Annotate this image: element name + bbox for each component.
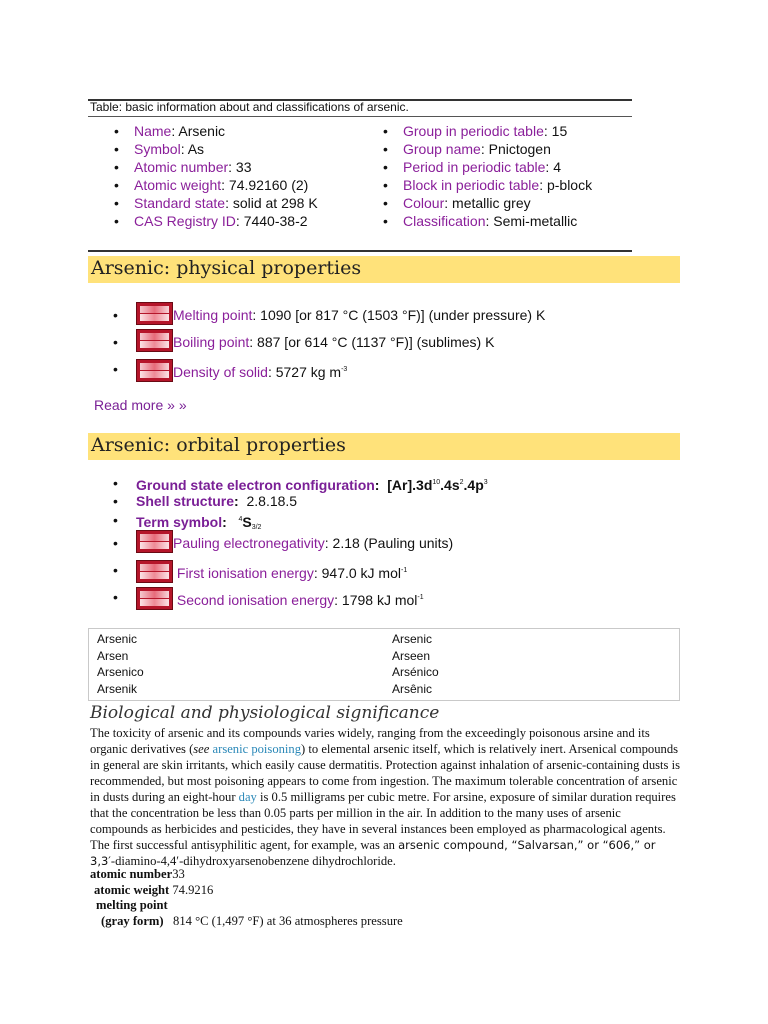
info-item: • Atomic number: 33 [112, 158, 318, 176]
caption-bottom-rule [88, 116, 632, 117]
property-thumbnail-icon[interactable] [136, 359, 173, 382]
property-label[interactable]: Term symbol [136, 514, 223, 530]
info-label[interactable]: Atomic number [134, 159, 229, 175]
property-thumbnail-icon[interactable] [136, 302, 173, 325]
bio-heading: Biological and physiological significance [90, 703, 440, 723]
property-thumbnail-icon[interactable] [136, 530, 173, 553]
property-item: • Melting point: 1090 [or 817 °C (1503 °F)] (under pressure) K [110, 302, 545, 329]
info-label[interactable]: Classification [403, 213, 486, 229]
name-cell: Arsenic [392, 632, 433, 646]
name-cell: Arsenico [97, 665, 144, 679]
name-cell: Arseen [392, 648, 431, 663]
property-label[interactable]: Ground state electron configuration [136, 477, 375, 493]
property-item: • Pauling electronegativity: 2.18 (Pauling units) [110, 530, 488, 557]
info-label[interactable]: Group in periodic table [403, 123, 544, 139]
info-label[interactable]: Atomic weight [134, 177, 222, 193]
info-label[interactable]: Colour [403, 195, 445, 211]
info-item: • Group in periodic table: 15 [381, 122, 592, 140]
arsenic-poisoning-link[interactable]: arsenic poisoning [212, 742, 302, 756]
property-item: • Boiling point: 887 [or 614 °C (1137 °F)] (sublimes) K [110, 329, 545, 356]
name-cell: Arsenik [97, 681, 138, 696]
physical-properties-list [110, 302, 545, 383]
info-item: • Name: Arsenic [112, 122, 318, 140]
info-label[interactable]: Period in periodic table [403, 159, 546, 175]
info-label[interactable]: Block in periodic table [403, 177, 540, 193]
read-more-link[interactable]: Read more » » [94, 397, 187, 413]
property-item: • Density of solid: 5727 kg $m^{-3}$ [110, 356, 545, 383]
orbital-properties-list [110, 474, 488, 611]
physical-properties-heading: Arsenic: physical properties [88, 256, 680, 283]
name-cell: Arsênic [392, 681, 433, 696]
info-item: • Symbol: As [112, 140, 318, 158]
property-item: • Second ionisation energy: 1798 kJ mol$^{-1}$ [110, 584, 488, 611]
property-label[interactable]: Boiling point [173, 334, 250, 350]
name-cell: Arsénico [392, 665, 439, 679]
info-label[interactable]: Symbol [134, 141, 181, 157]
info-label[interactable]: Name [134, 123, 172, 139]
info-item: • Period in periodic table: 4 [381, 158, 592, 176]
names-column-right [392, 631, 439, 697]
property-label[interactable]: Second ionisation energy [176, 592, 335, 608]
info-bottom-rule [88, 250, 632, 252]
info-item: • Colour: metallic grey [381, 194, 592, 212]
property-label[interactable]: Melting point [173, 307, 253, 323]
info-item: • Classification: Semi-metallic [381, 212, 592, 230]
info-label[interactable]: CAS Registry ID [134, 213, 236, 229]
day-link[interactable]: day [238, 790, 257, 804]
basic-info-left [112, 122, 318, 230]
term-symbol-item: • Term symbol: $^4S_{3/2}$ [110, 510, 488, 530]
property-label[interactable]: First ionisation energy [176, 565, 314, 581]
bio-paragraph: The toxicity of arsenic and its compounds varies widely, ranging from the exceedingly poisonous arsine and its organic derivatives (see arsenic poisoning) to elemental arsenic itself, which is relatively inert. Arsenical compounds in general are skin irritants, which easily cause dermatitis. Protection against inhalation of arsenic-containing dusts is recommended, but most poisoning appears to come from ingestion. The maximum tolerable concentration of arsenic in dusts during an eight-hour day is 0.5 milligrams per cubic metre. For arsine, exposure of similar duration requires that the concentration be less than 0.05 parts per million in the air. In addition to the many uses of arsenic compounds as herbicides and pesticides, they have in several instances been employed as pharmacological agents. The first successful antisyphilitic agent, for example, was an arsenic compound, “Salvarsan,” or “606,” or 3,3′-diamino-4,4′-dihydroxyarsenobenzene dihydrochloride. [90, 726, 680, 868]
names-column-left [97, 631, 144, 697]
name-cell: Arsenic [97, 632, 138, 646]
fact-atomic-number: atomic number33 [90, 867, 185, 881]
property-label[interactable]: Density of solid [173, 364, 268, 380]
property-item: • First ionisation energy: 947.0 kJ mol$^{-1}$ [110, 557, 488, 584]
fact-gray-form: (gray form) 814 °C (1,497 °F) at 36 atmospheres pressure [101, 914, 403, 928]
fact-atomic-weight: atomic weight 74.9216 [94, 883, 214, 897]
info-item: • Atomic weight: 74.92160 (2) [112, 176, 318, 194]
property-thumbnail-icon[interactable] [136, 560, 173, 583]
property-label[interactable]: Shell structure [136, 493, 235, 509]
ground-state-item: • Ground state electron configuration: $[Ar].3d^{10}.4s^2.4p^3$ [110, 474, 488, 492]
info-label[interactable]: Group name [403, 141, 481, 157]
orbital-properties-heading: Arsenic: orbital properties [88, 433, 680, 460]
property-thumbnail-icon[interactable] [136, 587, 173, 610]
info-item: • Standard state: solid at 298 K [112, 194, 318, 212]
property-thumbnail-icon[interactable] [136, 329, 173, 352]
info-item: • Block in periodic table: p-block [381, 176, 592, 194]
info-item: • CAS Registry ID: 7440-38-2 [112, 212, 318, 230]
property-label[interactable]: Pauling electronegativity [173, 535, 325, 551]
info-item: • Group name: Pnictogen [381, 140, 592, 158]
name-cell: Arsen [97, 648, 129, 663]
basic-info-right [381, 122, 592, 230]
element-names-table [88, 628, 680, 701]
table-caption: Table: basic information about and classifications of arsenic. [90, 100, 409, 114]
info-label[interactable]: Standard state [134, 195, 226, 211]
fact-melting-point: melting point [96, 898, 168, 912]
shell-structure-item: • Shell structure: 2.8.18.5 [110, 492, 488, 510]
